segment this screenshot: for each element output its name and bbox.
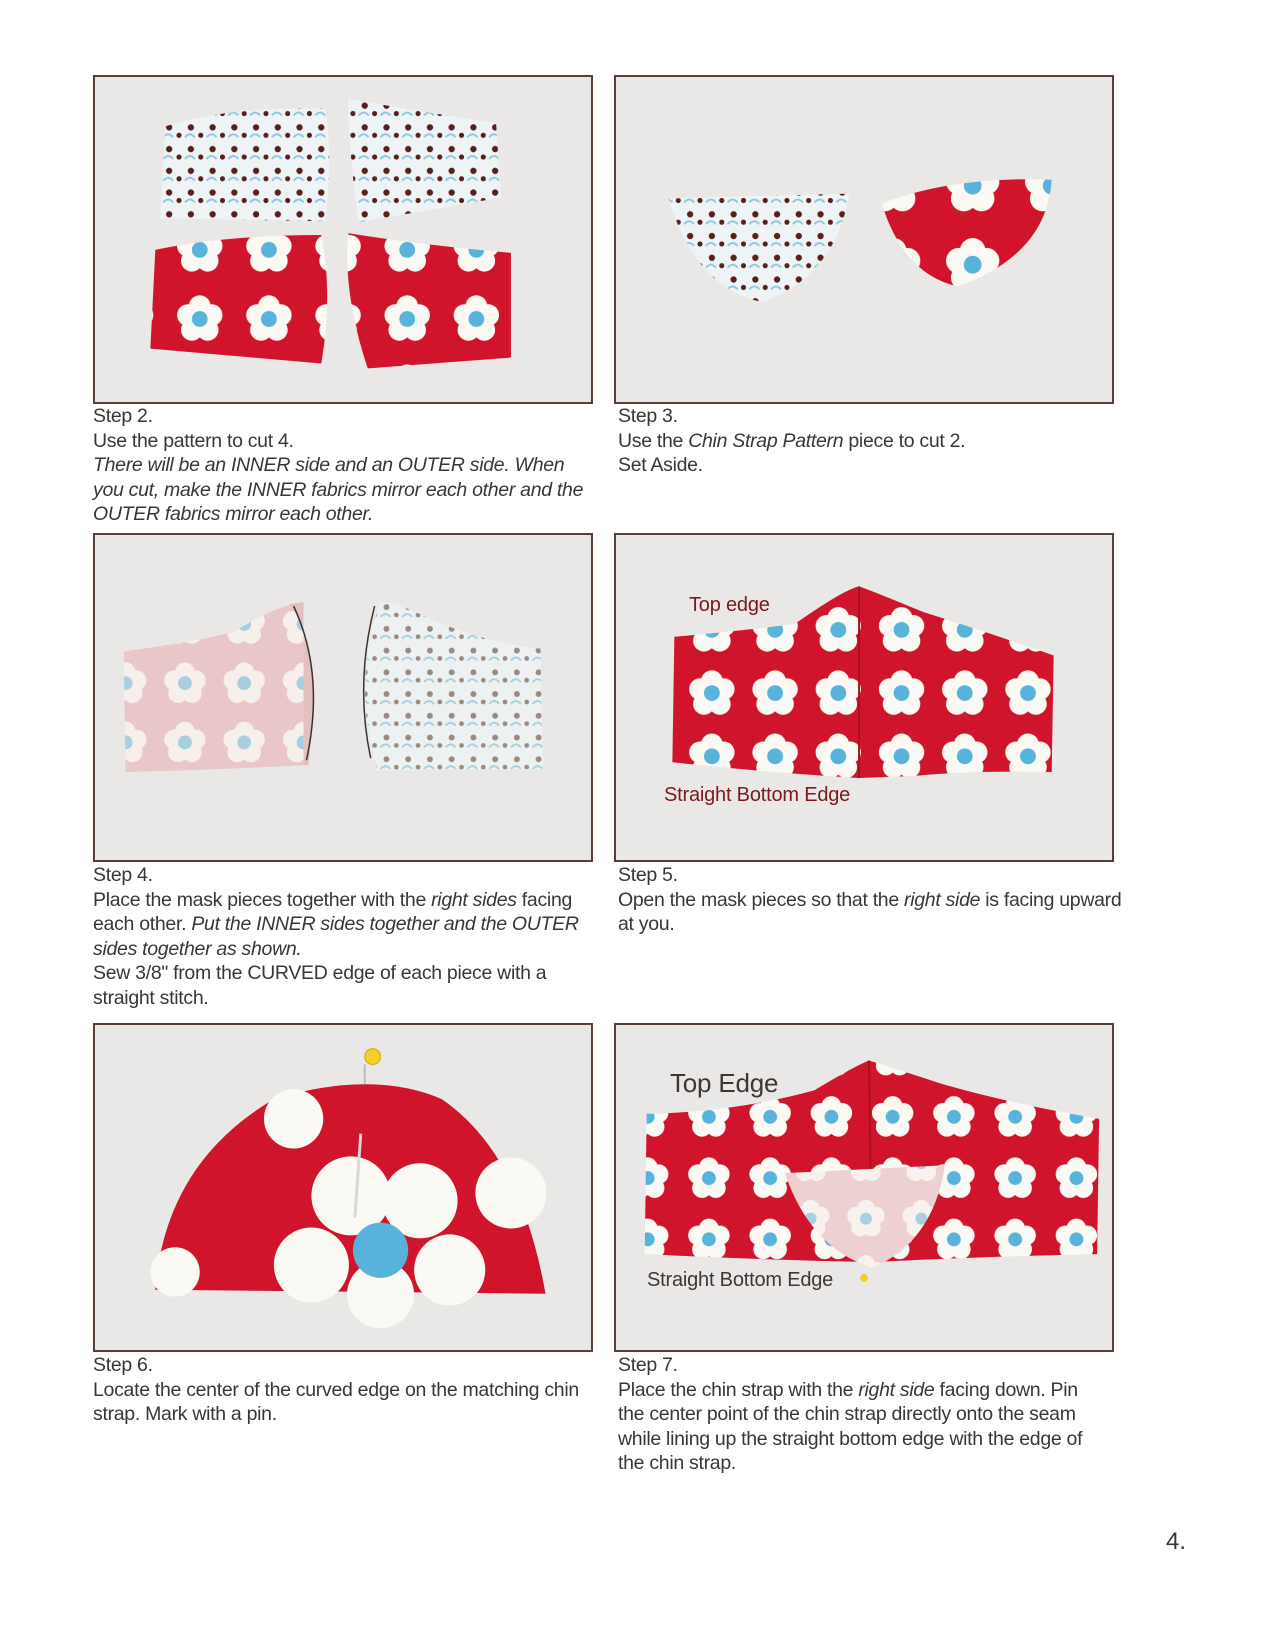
step5-text-post: is facing upward at you. xyxy=(618,888,1122,935)
step3-text-pre: Use the xyxy=(618,429,689,452)
step7-caption xyxy=(618,1353,1108,1476)
step2-text: Use the pattern to cut 4. xyxy=(93,429,294,452)
pin-head-icon xyxy=(365,1049,381,1065)
step2-caption xyxy=(93,404,593,527)
step2-fabric-illustration xyxy=(95,77,591,402)
step5-caption xyxy=(618,863,1123,937)
step2-italic-text: There will be an INNER side and an OUTER side. When you cut, make the INNER fabrics mirror each other and the OUTER fabrics mirror each other. xyxy=(93,454,584,525)
step7-text-post: facing down. Pin the center point of the chin strap directly onto the seam while lining up the straight bottom edge with the edge of the chin strap. xyxy=(618,1378,1083,1474)
step3-text-post: piece to cut 2. xyxy=(843,429,966,452)
step4-sewn-pieces-illustration xyxy=(95,535,591,860)
step6-title: Step 6. xyxy=(93,1354,153,1376)
step3-chin-strap-illustration xyxy=(616,77,1112,402)
step3-caption xyxy=(618,404,1118,478)
step2-title: Step 2. xyxy=(93,405,153,427)
step6-text: Locate the center of the curved edge on the matching chin strap. Mark with a pin. xyxy=(93,1378,579,1425)
step4-text-italic2: Put the INNER sides together and the OUTER sides together as shown. xyxy=(93,913,579,960)
step4-text-italic: right sides xyxy=(431,888,517,911)
pin-head-icon xyxy=(860,1274,868,1282)
step4-text xyxy=(93,888,598,962)
step6-photo xyxy=(93,1023,593,1352)
step3-text-italic: Chin Strap Pattern xyxy=(688,429,844,452)
step7-bottom-edge-label: Straight Bottom Edge xyxy=(647,1269,834,1291)
step7-title: Step 7. xyxy=(618,1354,678,1376)
step4-text-post: facing each other. xyxy=(93,888,573,935)
step4-title: Step 4. xyxy=(93,864,153,886)
step5-opened-mask-illustration xyxy=(616,535,1112,860)
step5-title: Step 5. xyxy=(618,864,678,886)
step7-text-italic: right side xyxy=(858,1378,935,1401)
step5-text xyxy=(618,888,1123,937)
step3-photo xyxy=(614,75,1114,404)
step5-bottom-edge-label: Straight Bottom Edge xyxy=(664,784,851,806)
page-number: 4. xyxy=(1166,1528,1187,1555)
step4-text2: Sew 3/8" from the CURVED edge of each piece with a straight stitch. xyxy=(93,962,547,1009)
step4-photo xyxy=(93,533,593,862)
step2-photo xyxy=(93,75,593,404)
step7-top-edge-label: Top Edge xyxy=(670,1068,779,1098)
step3-text2: Set Aside. xyxy=(618,454,703,476)
step7-text-pre: Place the chin strap with the xyxy=(618,1378,859,1401)
step4-text-pre: Place the mask pieces together with the xyxy=(93,888,432,911)
step5-text-pre: Open the mask pieces so that the xyxy=(618,888,905,911)
step5-text-italic: right side xyxy=(904,888,981,911)
step6-pinned-chin-strap-illustration xyxy=(95,1025,591,1350)
step5-top-edge-label: Top edge xyxy=(689,594,770,616)
step7-text xyxy=(618,1378,1108,1476)
step3-text xyxy=(618,429,1118,454)
step3-title: Step 3. xyxy=(618,405,678,427)
step5-photo xyxy=(614,533,1114,862)
step4-caption xyxy=(93,863,598,1010)
step6-caption xyxy=(93,1353,593,1427)
